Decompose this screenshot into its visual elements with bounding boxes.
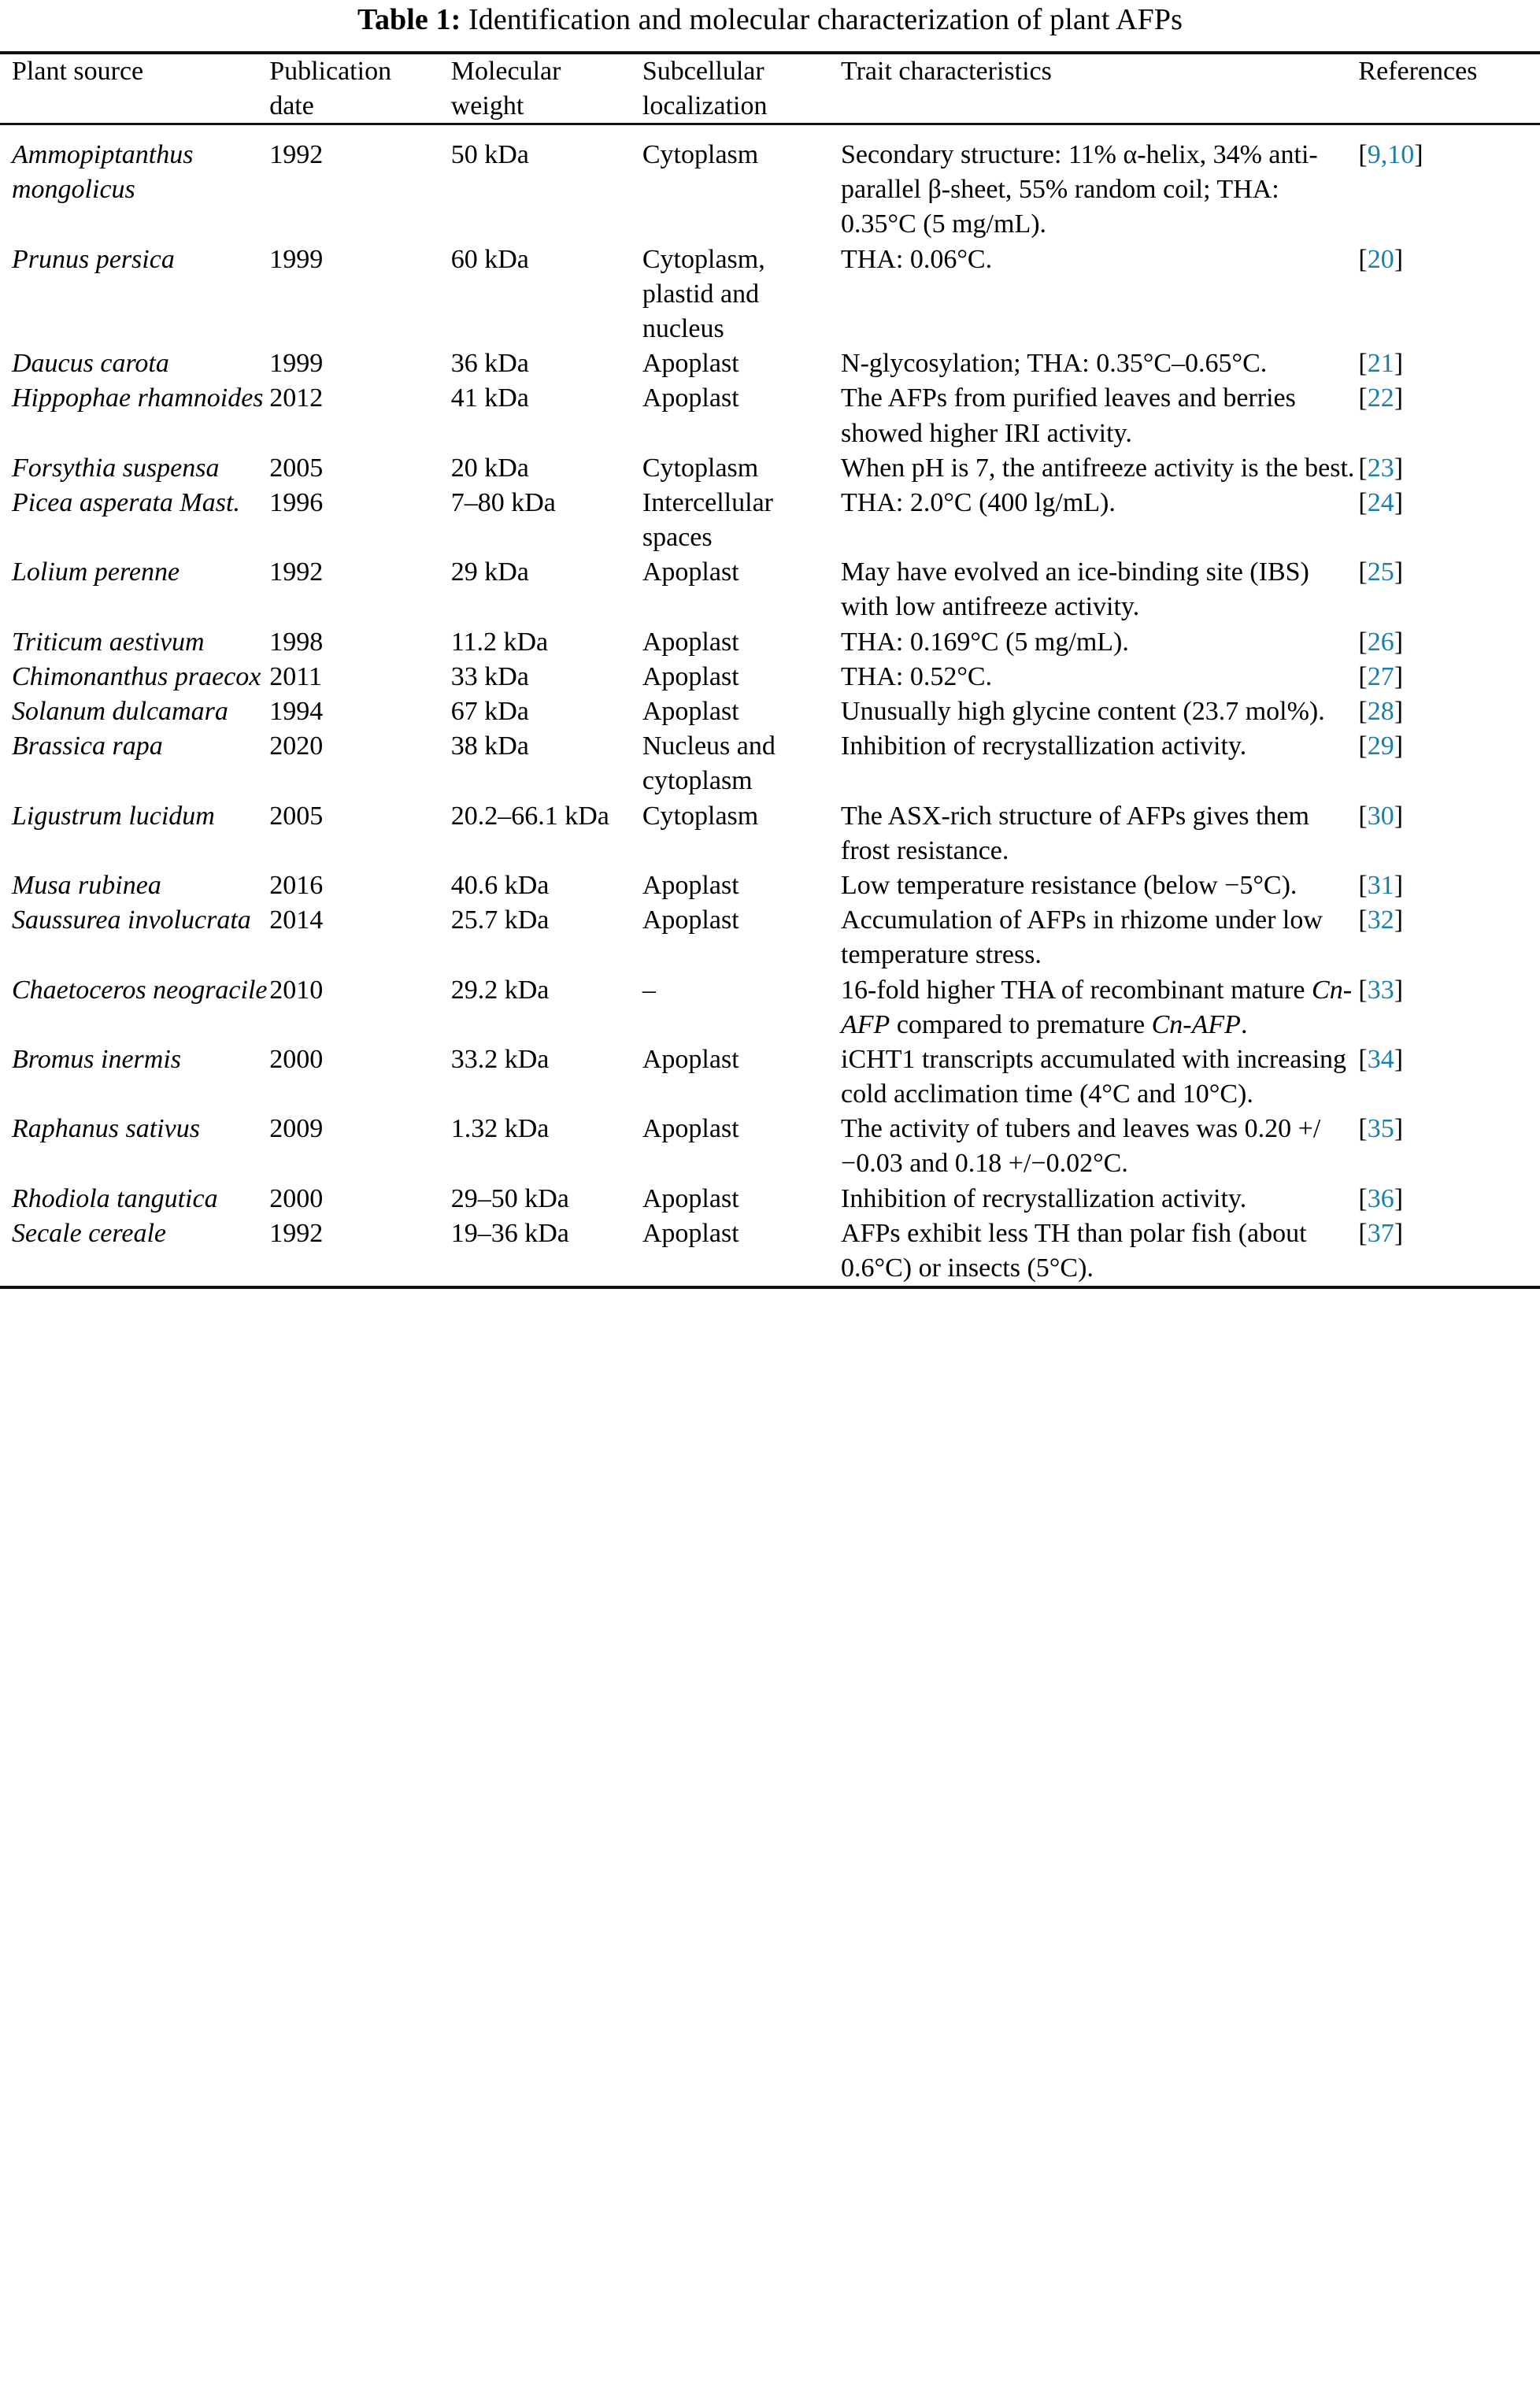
cell-trait-characteristics: May have evolved an ice-binding site (IBS) with low antifreeze activity. (841, 557, 1309, 622)
column-header-molecular-weight (451, 54, 642, 124)
cell-plant-source: Secale cereale (12, 1218, 166, 1248)
cell-molecular-weight: 33.2 kDa (450, 1044, 550, 1074)
reference-link[interactable]: 26 (1367, 627, 1394, 657)
cell-references (1358, 1182, 1540, 1216)
cell-subcellular-localization: Nucleus and cytoplasm (642, 731, 776, 796)
afp-table (0, 54, 1540, 1286)
reference-link[interactable]: 23 (1367, 453, 1394, 483)
table-row (0, 868, 1540, 903)
table-row (0, 124, 1540, 243)
cell-plant-source: Lolium perenne (12, 557, 180, 587)
cell-publication-date: 1994 (269, 697, 324, 727)
reference-link[interactable]: 36 (1367, 1183, 1394, 1213)
reference-bracket-close: ] (1394, 487, 1404, 517)
cell-references (1358, 124, 1540, 243)
cell-plant-source: Raphanus sativus (12, 1114, 200, 1144)
cell-plant-source: Saussurea involucrata (12, 905, 251, 935)
cell-publication-date: 2016 (269, 870, 324, 900)
cell-references (1358, 625, 1540, 660)
table-body (0, 124, 1540, 1287)
cell-publication-date: 2014 (269, 905, 324, 935)
column-header-trait-characteristics (841, 54, 1358, 124)
cell-molecular-weight: 36 kDa (450, 349, 529, 379)
cell-trait-characteristics: 16-fold higher THA of recombinant mature Cn-AFP compared to premature Cn-AFP. (841, 975, 1353, 1039)
cell-subcellular-localization: Cytoplasm (642, 124, 841, 243)
cell-trait-characteristics: Inhibition of recrystallization activity. (841, 731, 1247, 761)
cell-publication-date: 1999 (269, 244, 324, 274)
reference-bracket-close: ] (1414, 140, 1423, 170)
cell-references (1358, 1042, 1540, 1112)
reference-bracket-open: [ (1358, 627, 1368, 657)
column-header-subcellular-localization-line2: localization (642, 91, 768, 120)
cell-trait-characteristics: When pH is 7, the antifreeze activity is the best. (841, 453, 1355, 483)
reference-link[interactable]: 25 (1367, 557, 1394, 587)
reference-bracket-open: [ (1358, 349, 1368, 379)
table-caption (0, 0, 1540, 36)
cell-references (1358, 1216, 1540, 1286)
cell-trait-characteristics: Inhibition of recrystallization activity. (841, 1183, 1247, 1213)
cell-plant-source: Chimonanthus praecox (12, 661, 261, 691)
cell-trait-characteristics: THA: 2.0°C (400 lg/mL). (841, 487, 1116, 517)
cell-references (1358, 1112, 1540, 1181)
cell-molecular-weight: 19–36 kDa (450, 1218, 569, 1248)
column-header-publication-date-line2: date (269, 91, 314, 120)
reference-link[interactable]: 9,10 (1367, 140, 1415, 170)
reference-bracket-open: [ (1358, 697, 1368, 727)
reference-bracket-close: ] (1394, 731, 1404, 761)
cell-publication-date: 1992 (269, 1218, 324, 1248)
cell-publication-date: 2000 (269, 1044, 324, 1074)
table-row (0, 555, 1540, 624)
reference-bracket-close: ] (1394, 244, 1404, 274)
reference-link[interactable]: 37 (1367, 1218, 1394, 1248)
table-row (0, 451, 1540, 486)
cell-subcellular-localization: Apoplast (642, 1218, 739, 1248)
cell-plant-source: Chaetoceros neogracile (12, 975, 268, 1005)
cell-molecular-weight: 29.2 kDa (450, 975, 550, 1005)
cell-references (1358, 451, 1540, 486)
cell-references (1358, 694, 1540, 729)
cell-molecular-weight: 7–80 kDa (450, 487, 556, 517)
cell-subcellular-localization: Cytoplasm, plastid and nucleus (642, 244, 765, 343)
cell-molecular-weight: 38 kDa (450, 731, 529, 761)
cell-molecular-weight: 20.2–66.1 kDa (450, 801, 609, 831)
cell-references (1358, 486, 1540, 555)
table-row (0, 1112, 1540, 1181)
cell-plant-source: Picea asperata Mast. (12, 487, 240, 517)
cell-trait-characteristics: N-glycosylation; THA: 0.35°C–0.65°C. (841, 349, 1268, 379)
column-header-references (1358, 54, 1540, 124)
reference-bracket-open: [ (1358, 1114, 1368, 1144)
reference-link[interactable]: 29 (1367, 731, 1394, 761)
cell-references (1358, 555, 1540, 624)
table-row (0, 486, 1540, 555)
cell-publication-date: 1992 (269, 124, 451, 243)
cell-plant-source: Triticum aestivum (12, 627, 205, 657)
reference-bracket-close: ] (1394, 1183, 1404, 1213)
reference-bracket-close: ] (1394, 349, 1404, 379)
cell-plant-source: Rhodiola tangutica (12, 1183, 218, 1213)
table-row (0, 1216, 1540, 1286)
reference-bracket-close: ] (1394, 1218, 1404, 1248)
cell-molecular-weight: 29–50 kDa (450, 1183, 569, 1213)
cell-trait-characteristics: Accumulation of AFPs in rhizome under low temperature stress. (841, 905, 1323, 970)
cell-subcellular-localization: Apoplast (642, 627, 739, 657)
cell-plant-source: Hippophae rhamnoides (12, 383, 264, 413)
cell-publication-date: 2012 (269, 383, 324, 413)
cell-plant-source: Prunus persica (12, 244, 175, 274)
cell-references (1358, 346, 1540, 381)
cell-trait-characteristics: AFPs exhibit less TH than polar fish (about 0.6°C) or insects (5°C). (841, 1218, 1307, 1283)
reference-bracket-close: ] (1394, 905, 1404, 935)
cell-subcellular-localization: Apoplast (642, 383, 739, 413)
cell-publication-date: 2020 (269, 731, 324, 761)
cell-publication-date: 2010 (269, 975, 324, 1005)
reference-bracket-close: ] (1394, 453, 1404, 483)
reference-bracket-close: ] (1394, 661, 1404, 691)
table-row (0, 381, 1540, 450)
cell-trait-characteristics: Secondary structure: 11% α-helix, 34% anti-parallel β-sheet, 55% random coil; THA: 0.35°C (5 mg/mL). (841, 124, 1358, 243)
table-row (0, 660, 1540, 694)
reference-link[interactable]: 35 (1367, 1114, 1394, 1144)
cell-trait-characteristics: THA: 0.52°C. (841, 661, 993, 691)
cell-trait-characteristics: THA: 0.169°C (5 mg/mL). (841, 627, 1129, 657)
column-header-publication-date-line1: Publication (269, 57, 392, 86)
table-row (0, 729, 1540, 798)
cell-subcellular-localization: Cytoplasm (642, 453, 759, 483)
table-row (0, 1042, 1540, 1112)
reference-bracket-open: [ (1358, 975, 1368, 1005)
table-caption-label: Table 1: (357, 3, 461, 36)
cell-subcellular-localization: Apoplast (642, 905, 739, 935)
table-row (0, 799, 1540, 868)
cell-subcellular-localization: Cytoplasm (642, 801, 759, 831)
reference-bracket-close: ] (1394, 383, 1404, 413)
table-row (0, 625, 1540, 660)
table-row (0, 243, 1540, 347)
table-row (0, 346, 1540, 381)
cell-references (1358, 799, 1540, 868)
cell-publication-date: 2011 (269, 661, 322, 691)
cell-references (1358, 973, 1540, 1042)
cell-plant-source: Ligustrum lucidum (12, 801, 215, 831)
reference-link[interactable]: 24 (1367, 487, 1394, 517)
cell-trait-characteristics: Unusually high glycine content (23.7 mol%). (841, 697, 1325, 727)
cell-publication-date: 2000 (269, 1183, 324, 1213)
cell-molecular-weight: 29 kDa (450, 557, 529, 587)
cell-publication-date: 1999 (269, 349, 324, 379)
cell-publication-date: 1996 (269, 487, 324, 517)
reference-bracket-open: [ (1358, 661, 1368, 691)
column-header-subcellular-localization-line1: Subcellular (642, 57, 764, 86)
reference-bracket-open: [ (1358, 801, 1368, 831)
reference-link[interactable]: 22 (1367, 383, 1394, 413)
reference-bracket-open: [ (1358, 870, 1368, 900)
reference-bracket-open: [ (1358, 731, 1368, 761)
column-header-references-line1: References (1358, 57, 1478, 86)
cell-references (1358, 903, 1540, 972)
column-header-trait-characteristics-line1: Trait characteristics (841, 57, 1052, 86)
reference-bracket-open: [ (1358, 140, 1368, 170)
cell-publication-date: 2009 (269, 1114, 324, 1144)
table-caption-text: Identification and molecular characterization of plant AFPs (468, 3, 1183, 36)
cell-plant-source: Musa rubinea (12, 870, 161, 900)
cell-subcellular-localization: Apoplast (642, 697, 739, 727)
cell-molecular-weight: 67 kDa (450, 697, 529, 727)
column-header-subcellular-localization (642, 54, 841, 124)
reference-bracket-open: [ (1358, 1218, 1368, 1248)
reference-bracket-open: [ (1358, 383, 1368, 413)
reference-link[interactable]: 27 (1367, 661, 1394, 691)
reference-bracket-close: ] (1394, 1114, 1404, 1144)
cell-subcellular-localization: Apoplast (642, 1114, 739, 1144)
reference-bracket-open: [ (1358, 453, 1368, 483)
cell-references (1358, 660, 1540, 694)
cell-plant-source: Solanum dulcamara (12, 697, 228, 727)
reference-link[interactable]: 30 (1367, 801, 1394, 831)
cell-plant-source: Brassica rapa (12, 731, 163, 761)
reference-bracket-open: [ (1358, 1183, 1368, 1213)
cell-molecular-weight: 11.2 kDa (450, 627, 549, 657)
cell-plant-source: Daucus carota (12, 349, 169, 379)
table-row (0, 694, 1540, 729)
cell-subcellular-localization: Apoplast (642, 349, 739, 379)
reference-link[interactable]: 32 (1367, 905, 1394, 935)
column-header-plant-source (0, 54, 269, 124)
reference-bracket-open: [ (1358, 1044, 1368, 1074)
cell-subcellular-localization: Intercellular spaces (642, 487, 773, 553)
cell-subcellular-localization: Apoplast (642, 870, 739, 900)
cell-publication-date: 1998 (269, 627, 324, 657)
reference-link[interactable]: 34 (1367, 1044, 1394, 1074)
table-bottom-rule (0, 1286, 1540, 1289)
column-header-plant-source-line1: Plant source (12, 57, 144, 86)
cell-molecular-weight: 41 kDa (450, 383, 529, 413)
cell-trait-characteristics: The ASX-rich structure of AFPs gives them frost resistance. (841, 801, 1309, 865)
reference-bracket-close: ] (1394, 870, 1404, 900)
reference-bracket-close: ] (1394, 801, 1404, 831)
cell-references (1358, 381, 1540, 450)
cell-subcellular-localization: Apoplast (642, 557, 739, 587)
cell-trait-characteristics: Low temperature resistance (below −5°C). (841, 870, 1298, 900)
reference-bracket-open: [ (1358, 905, 1368, 935)
cell-plant-source: Bromus inermis (12, 1044, 182, 1074)
cell-trait-characteristics: The activity of tubers and leaves was 0.20 +/−0.03 and 0.18 +/−0.02°C. (841, 1114, 1321, 1179)
cell-molecular-weight: 33 kDa (450, 661, 529, 691)
cell-plant-source: Forsythia suspensa (12, 453, 220, 483)
table-row (0, 973, 1540, 1042)
cell-publication-date: 2005 (269, 453, 324, 483)
reference-bracket-close: ] (1394, 975, 1404, 1005)
cell-trait-characteristics: The AFPs from purified leaves and berries showed higher IRI activity. (841, 383, 1296, 448)
cell-molecular-weight: 25.7 kDa (450, 905, 550, 935)
cell-subcellular-localization: Apoplast (642, 1183, 739, 1213)
cell-molecular-weight: 60 kDa (450, 244, 529, 274)
cell-molecular-weight: 40.6 kDa (450, 870, 550, 900)
cell-plant-source: Ammopiptanthus mongolicus (0, 124, 269, 243)
table-header (0, 54, 1540, 124)
reference-bracket-close: ] (1394, 1044, 1404, 1074)
reference-link[interactable]: 21 (1367, 349, 1394, 379)
reference-link[interactable]: 33 (1367, 975, 1394, 1005)
reference-link[interactable]: 28 (1367, 697, 1394, 727)
cell-molecular-weight: 50 kDa (451, 124, 642, 243)
column-header-publication-date (269, 54, 451, 124)
column-header-molecular-weight-line1: Molecular (450, 57, 561, 86)
cell-subcellular-localization: Apoplast (642, 661, 739, 691)
reference-bracket-open: [ (1358, 244, 1368, 274)
reference-bracket-open: [ (1358, 487, 1368, 517)
cell-subcellular-localization: – (642, 975, 656, 1005)
cell-subcellular-localization: Apoplast (642, 1044, 739, 1074)
cell-publication-date: 1992 (269, 557, 324, 587)
cell-references (1358, 868, 1540, 903)
cell-molecular-weight: 1.32 kDa (450, 1114, 550, 1144)
reference-link[interactable]: 20 (1367, 244, 1394, 274)
cell-molecular-weight: 20 kDa (450, 453, 529, 483)
cell-trait-characteristics: THA: 0.06°C. (841, 244, 993, 274)
cell-publication-date: 2005 (269, 801, 324, 831)
column-header-molecular-weight-line2: weight (450, 91, 524, 120)
reference-bracket-open: [ (1358, 557, 1368, 587)
reference-link[interactable]: 31 (1367, 870, 1394, 900)
table-row (0, 903, 1540, 972)
cell-references (1358, 243, 1540, 347)
reference-bracket-close: ] (1394, 557, 1404, 587)
table-row (0, 1182, 1540, 1216)
header-row (0, 54, 1540, 124)
reference-bracket-close: ] (1394, 697, 1404, 727)
cell-trait-characteristics: iCHT1 transcripts accumulated with increasing cold acclimation time (4°C and 10°C). (841, 1044, 1347, 1109)
cell-references (1358, 729, 1540, 798)
reference-bracket-close: ] (1394, 627, 1404, 657)
